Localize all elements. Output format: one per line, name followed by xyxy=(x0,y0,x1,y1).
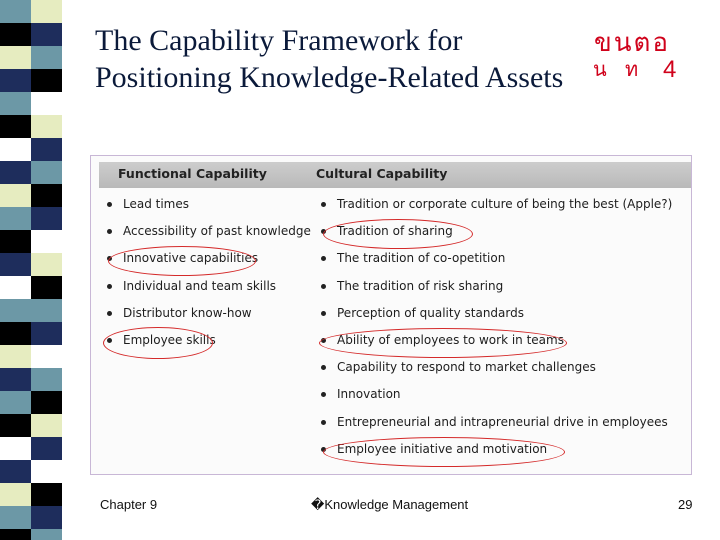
strip-block xyxy=(0,69,31,92)
strip-block xyxy=(31,391,62,414)
list-item-text: Entrepreneurial and intrapreneurial drive in employees xyxy=(337,414,668,429)
strip-block xyxy=(31,230,62,253)
strip-block xyxy=(31,138,62,161)
strip-block xyxy=(31,276,62,299)
list-item-text: Individual and team skills xyxy=(123,278,277,293)
strip-block xyxy=(0,437,31,460)
list-item-text: Capability to respond to market challenges xyxy=(337,360,596,375)
bullet-icon xyxy=(321,311,326,316)
strip-block xyxy=(31,23,62,46)
bullet-icon xyxy=(107,284,112,289)
title-line-2: Positioning Knowledge-Related Assets xyxy=(95,61,564,94)
strip-block xyxy=(0,529,31,540)
highlight-oval-tradition-of-sharing xyxy=(323,219,473,249)
list-item-text: Accessibility of past knowledge xyxy=(123,224,311,239)
strip-block xyxy=(0,506,31,529)
list-item-text: The tradition of risk sharing xyxy=(337,278,504,293)
strip-block xyxy=(31,460,62,483)
bullet-icon xyxy=(321,392,326,397)
list-item-text: Distributor know-how xyxy=(123,305,252,320)
strip-block xyxy=(0,115,31,138)
strip-block xyxy=(31,161,62,184)
list-item xyxy=(319,386,672,413)
strip-block xyxy=(0,299,31,322)
strip-block xyxy=(31,184,62,207)
strip-block xyxy=(31,506,62,529)
list-item-text: Ability of employees to work in teams xyxy=(337,332,564,347)
list-item xyxy=(319,414,672,441)
strip-block xyxy=(0,460,31,483)
list-item-text: Tradition or corporate culture of being the best (Apple?) xyxy=(337,197,673,211)
strip-block xyxy=(31,529,62,540)
list-item-text: Perception of quality standards xyxy=(337,305,524,320)
list-item xyxy=(319,278,672,305)
highlight-oval-employee-initiative xyxy=(323,437,565,467)
bullet-icon xyxy=(107,229,112,234)
header-functional-capability: Functional Capability xyxy=(118,166,267,181)
bullet-icon xyxy=(321,202,326,207)
strip-block xyxy=(0,276,31,299)
strip-block xyxy=(0,161,31,184)
highlight-oval-employee-skills xyxy=(103,327,213,359)
strip-block xyxy=(0,46,31,69)
highlight-oval-ability-to-work-in-teams xyxy=(319,328,567,358)
bullet-icon xyxy=(107,311,112,316)
strip-block xyxy=(31,345,62,368)
strip-block xyxy=(31,46,62,69)
strip-block xyxy=(31,69,62,92)
strip-block xyxy=(0,207,31,230)
list-item xyxy=(319,250,672,277)
list-item-text: Innovation xyxy=(337,387,401,402)
strip-block xyxy=(0,345,31,368)
strip-block xyxy=(31,115,62,138)
list-item-text: The tradition of co-opetition xyxy=(337,251,506,266)
decorative-side-strip xyxy=(0,0,62,540)
list-item-text: Innovative capabilities xyxy=(123,251,259,266)
strip-block xyxy=(31,92,62,115)
list-item-text: Tradition of sharing xyxy=(337,224,453,239)
strip-block xyxy=(0,184,31,207)
bullet-icon xyxy=(321,284,326,289)
bullet-icon xyxy=(321,420,326,425)
list-item xyxy=(105,278,311,305)
strip-block xyxy=(0,230,31,253)
strip-block xyxy=(0,92,31,115)
strip-block xyxy=(31,483,62,506)
strip-block xyxy=(31,0,62,23)
footer-chapter: Chapter 9 xyxy=(100,497,158,512)
strip-block xyxy=(31,322,62,345)
step-number: 4 xyxy=(663,56,677,83)
footer-page-number: 29 xyxy=(678,497,693,512)
strip-block xyxy=(0,391,31,414)
header-cultural-capability: Cultural Capability xyxy=(316,166,448,181)
strip-block xyxy=(0,414,31,437)
strip-block xyxy=(31,207,62,230)
thai-step-label-line-1: ขนตอ xyxy=(594,28,671,58)
list-item-text: Employee skills xyxy=(123,332,216,347)
capability-table-image xyxy=(90,155,692,475)
list-item xyxy=(105,196,311,223)
strip-block xyxy=(0,138,31,161)
strip-block xyxy=(0,322,31,345)
footer-course-title: �Knowledge Management xyxy=(311,497,469,512)
slide-title xyxy=(95,22,655,96)
list-item xyxy=(319,359,672,386)
highlight-oval-innovative-capabilities xyxy=(108,246,259,276)
strip-block xyxy=(0,253,31,276)
thai-step-label-line-2: น ท xyxy=(593,57,645,81)
strip-block xyxy=(31,253,62,276)
bullet-icon xyxy=(321,256,326,261)
bullet-icon xyxy=(107,202,112,207)
strip-block xyxy=(0,368,31,391)
strip-block xyxy=(31,368,62,391)
bullet-icon xyxy=(321,365,326,370)
list-item xyxy=(319,305,672,332)
strip-block xyxy=(31,437,62,460)
strip-block xyxy=(0,483,31,506)
list-item-text: Employee initiative and motivation xyxy=(337,441,548,456)
title-line-1: The Capability Framework for xyxy=(95,24,463,57)
strip-block xyxy=(31,299,62,322)
strip-block xyxy=(31,414,62,437)
strip-block xyxy=(0,23,31,46)
strip-block xyxy=(0,0,31,23)
list-item-text: Lead times xyxy=(123,197,190,211)
